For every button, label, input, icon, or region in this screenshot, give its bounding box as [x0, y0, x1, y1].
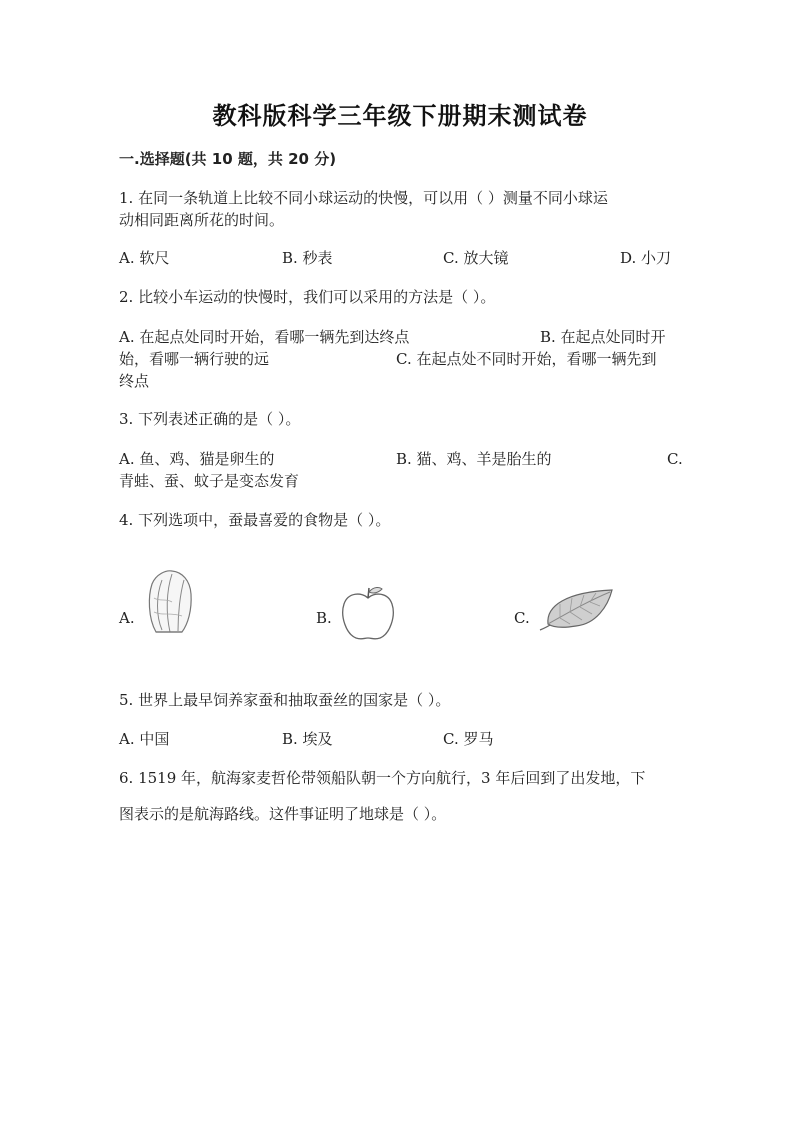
- q1-stem-line2: 动相同距离所花的时间。: [119, 211, 285, 229]
- q5-stem: 5. 世界上最早饲养家蚕和抽取蚕丝的国家是（ ）。: [119, 691, 451, 709]
- q2-stem: 2. 比较小车运动的快慢时，我们可以采用的方法是（ ）。: [119, 288, 496, 306]
- q1-option-c: C. 放大镜: [443, 249, 509, 267]
- q5-option-b: B. 埃及: [282, 730, 333, 748]
- q3-option-a: A. 鱼、鸡、猫是卵生的: [119, 450, 275, 468]
- q3-option-c: C.: [667, 450, 683, 468]
- q2-option-b-line1: B. 在起点处同时开: [540, 328, 666, 346]
- q4-option-b: B.: [316, 609, 332, 627]
- q6-stem-line2: 图表示的是航海路线。这件事证明了地球是（ ）。: [119, 805, 447, 823]
- q3-stem: 3. 下列表述正确的是（ ）。: [119, 410, 301, 428]
- cabbage-icon: [142, 568, 198, 638]
- q4-option-a: A.: [119, 609, 135, 627]
- q6-stem-line1: 6. 1519 年，航海家麦哲伦带领船队朝一个方向航行，3 年后回到了出发地，下: [119, 769, 646, 787]
- page-title: 教科版科学三年级下册期末测试卷: [212, 102, 588, 130]
- q2-option-b-line2: 始，看哪一辆行驶的远: [119, 350, 270, 368]
- q3-option-c-line2: 青蛙、蚕、蚊子是变态发育: [119, 472, 300, 490]
- q2-option-c-line2: 终点: [119, 372, 150, 390]
- q1-option-d: D. 小刀: [620, 249, 672, 267]
- q2-option-a: A. 在起点处同时开始，看哪一辆先到达终点: [119, 328, 410, 346]
- q5-option-c: C. 罗马: [443, 730, 494, 748]
- leaf-icon: [536, 586, 616, 634]
- section-heading: 一.选择题(共 10 题，共 20 分): [119, 150, 337, 168]
- q3-option-b: B. 猫、鸡、羊是胎生的: [396, 450, 552, 468]
- q4-option-c: C.: [514, 609, 530, 627]
- apple-icon: [338, 584, 398, 642]
- q5-option-a: A. 中国: [119, 730, 170, 748]
- q4-stem: 4. 下列选项中，蚕最喜爱的食物是（ ）。: [119, 511, 391, 529]
- q2-option-c: C. 在起点处不同时开始，看哪一辆先到: [396, 350, 657, 368]
- q1-option-b: B. 秒表: [282, 249, 333, 267]
- q1-stem-line1: 1. 在同一条轨道上比较不同小球运动的快慢，可以用（ ）测量不同小球运: [119, 189, 608, 207]
- q1-option-a: A. 软尺: [119, 249, 170, 267]
